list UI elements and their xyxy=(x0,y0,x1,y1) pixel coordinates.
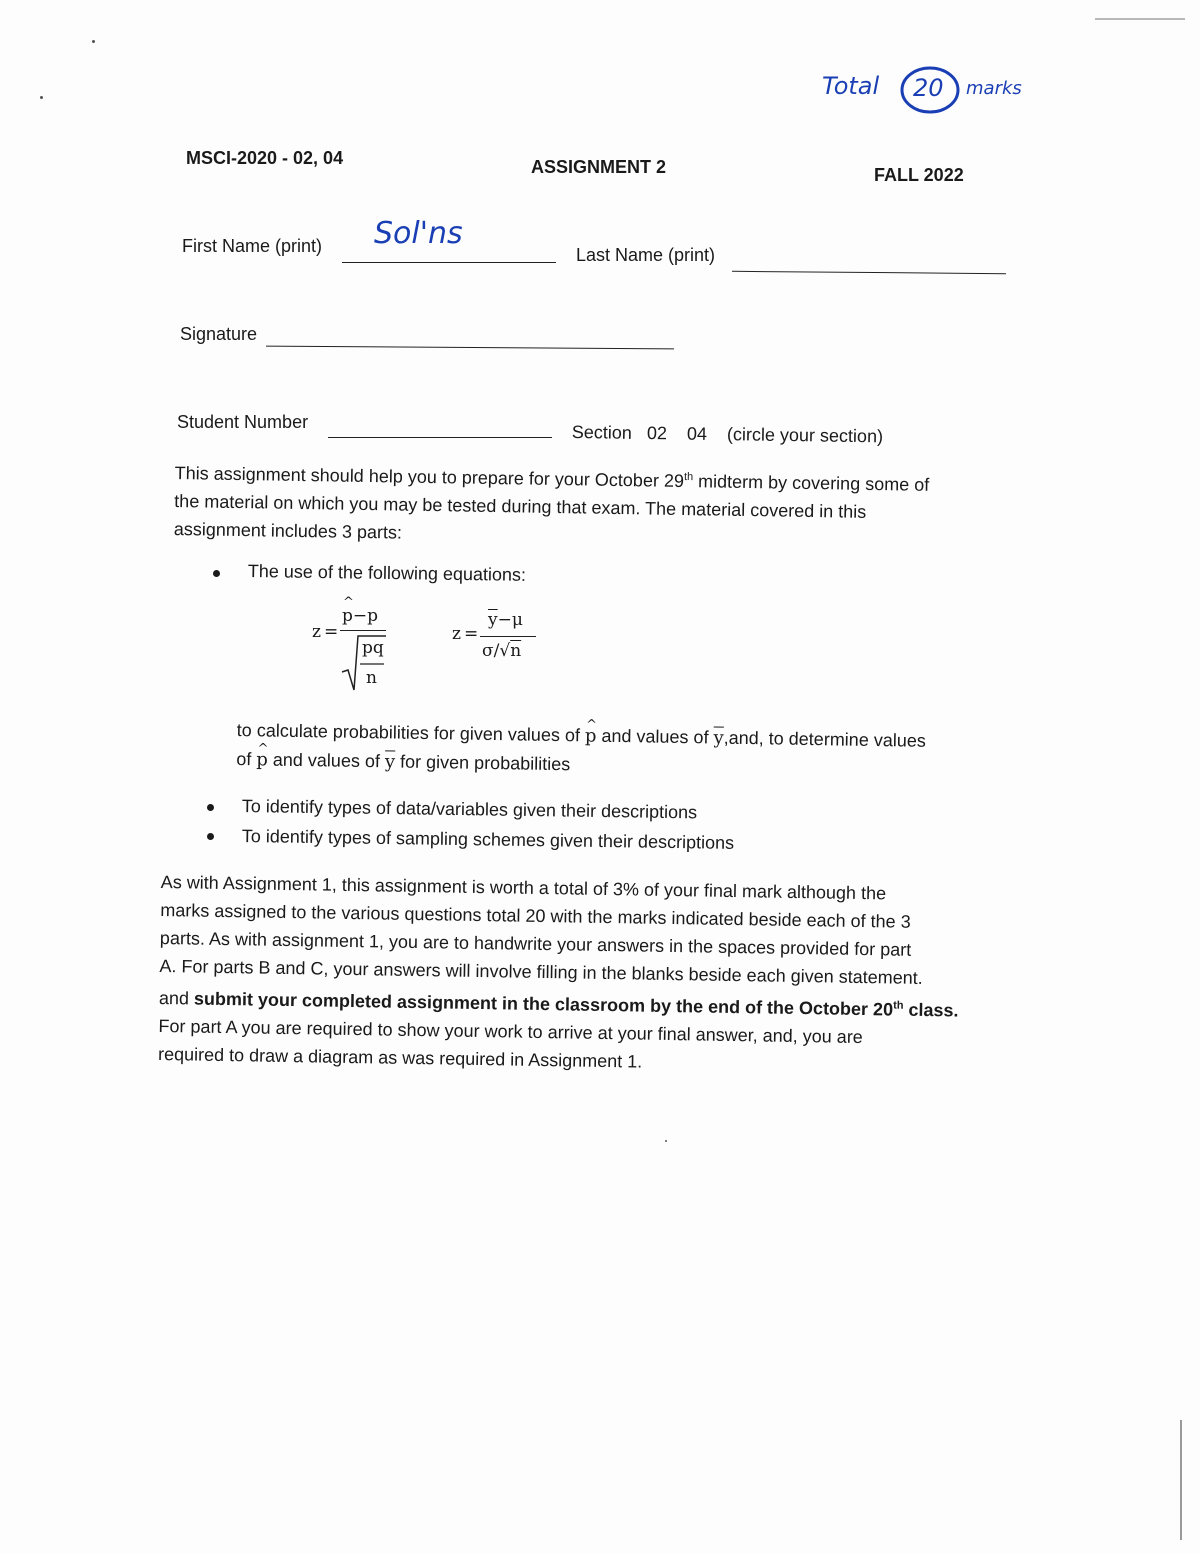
first-name-handwritten: Sol'ns xyxy=(374,216,463,251)
instruction-emphasis: submit your completed assignment in the classroom by the end of the October 20 xyxy=(193,988,894,1020)
section-row xyxy=(572,422,883,447)
bullet-sampling-schemes: To identify types of sampling schemes given their descriptions xyxy=(241,826,735,853)
equation-mean xyxy=(452,610,552,670)
scan-speck xyxy=(665,1140,667,1142)
first-name-label: First Name (print) xyxy=(182,236,323,256)
equation-proportion xyxy=(312,604,402,694)
y-bar: $\overline{y}$ xyxy=(488,610,498,630)
text-span: ,and, to determine values xyxy=(723,727,926,751)
fraction-bar xyxy=(340,630,386,631)
superscript: th xyxy=(683,470,694,484)
instruction-line: A. For parts B and C, your answers will involve filling in the blanks beside each given statement. xyxy=(159,955,923,988)
slash: / xyxy=(493,641,500,661)
y-bar: $\overline{y}$ xyxy=(384,751,396,773)
annotation-circled-value: 20 xyxy=(913,74,944,102)
mu-symbol: μ xyxy=(511,610,523,630)
text-span: and values of xyxy=(267,749,386,772)
signature-label: Signature xyxy=(180,324,258,344)
bullet-equations-continuation xyxy=(236,716,1037,787)
bullet-data-types: To identify types of data/variables given their descriptions xyxy=(241,796,698,823)
text-span: for given probabilities xyxy=(394,751,571,775)
p-hat: ^ p xyxy=(585,722,597,750)
minus-sign: − xyxy=(497,610,512,630)
signature-field[interactable] xyxy=(266,346,674,350)
eq-n: n xyxy=(366,668,377,688)
sqrt-icon: √ xyxy=(499,641,511,661)
student-number-field[interactable] xyxy=(328,437,552,438)
annotation-prefix: Total xyxy=(822,72,880,100)
instruction-emphasis: class. xyxy=(903,999,959,1021)
assignment-title: ASSIGNMENT 2 xyxy=(531,157,667,177)
text-span: of xyxy=(236,748,257,770)
p-symbol: p xyxy=(367,606,379,626)
bullet-icon xyxy=(207,804,214,811)
scan-artifact-line xyxy=(1095,18,1185,20)
intro-line: the material on which you may be tested during that exam. The material covered in this xyxy=(174,490,867,522)
eq-z: z xyxy=(452,624,461,644)
p-hat: ^ p xyxy=(256,746,268,774)
eq-pq: pq xyxy=(362,638,384,658)
minus-sign: − xyxy=(352,606,368,626)
eq-equals: = xyxy=(464,624,479,644)
scan-speck xyxy=(40,96,43,99)
y-bar: $\overline{y}$ xyxy=(713,727,724,749)
instruction-line: parts. As with assignment 1, you are to handwrite your answers in the spaces provided for part xyxy=(159,927,912,960)
term-label: FALL 2022 xyxy=(874,165,964,185)
instruction-line: marks assigned to the various questions total 20 with the marks indicated beside each of the 3 xyxy=(160,899,911,932)
eq-equals: = xyxy=(324,622,339,642)
intro-line: midterm by covering some of xyxy=(692,471,930,495)
instruction-text: and xyxy=(158,987,195,1009)
student-number-label: Student Number xyxy=(177,412,309,432)
superscript: th xyxy=(893,999,904,1012)
course-code: MSCI-2020 - 02, 04 xyxy=(186,148,344,168)
p-hat: ^ p xyxy=(342,606,353,626)
instruction-line: For part A you are required to show your work to arrive at your final answer, and, you are xyxy=(158,1015,863,1048)
bullet-icon xyxy=(207,833,214,840)
eq-denominator xyxy=(482,641,521,661)
scan-speck xyxy=(92,40,95,43)
instruction-line: As with Assignment 1, this assignment is worth a total of 3% of your final mark although the xyxy=(160,871,887,904)
annotation-suffix: marks xyxy=(966,78,1022,99)
last-name-label: Last Name (print) xyxy=(576,245,716,265)
total-marks-annotation xyxy=(822,62,1062,122)
n-symbol: n xyxy=(510,641,522,661)
instruction-line: required to draw a diagram as was required in Assignment 1. xyxy=(157,1043,643,1072)
last-name-field[interactable] xyxy=(732,271,1006,274)
text-span: to calculate probabilities for given values of xyxy=(236,719,586,746)
eq-z: z xyxy=(312,622,321,642)
section-option-04[interactable]: 04 xyxy=(686,423,708,444)
eq-numerator xyxy=(488,610,523,630)
fraction-bar xyxy=(480,636,536,637)
eq-numerator xyxy=(342,606,378,626)
section-note: (circle your section) xyxy=(726,424,884,447)
intro-line: This assignment should help you to prepare for your October 29 xyxy=(174,462,685,491)
sigma-symbol: σ xyxy=(482,641,494,661)
text-span: and values of xyxy=(596,725,714,748)
intro-paragraph xyxy=(174,455,1035,556)
instructions-paragraph xyxy=(158,868,1031,1082)
first-name-field[interactable] xyxy=(342,262,556,263)
intro-line: assignment includes 3 parts: xyxy=(173,518,403,543)
scan-artifact-line xyxy=(1180,1420,1182,1540)
section-option-02[interactable]: 02 xyxy=(646,423,668,444)
bullet-icon xyxy=(213,570,220,577)
section-label: Section xyxy=(571,422,633,443)
bullet-equations: The use of the following equations: xyxy=(247,561,527,585)
